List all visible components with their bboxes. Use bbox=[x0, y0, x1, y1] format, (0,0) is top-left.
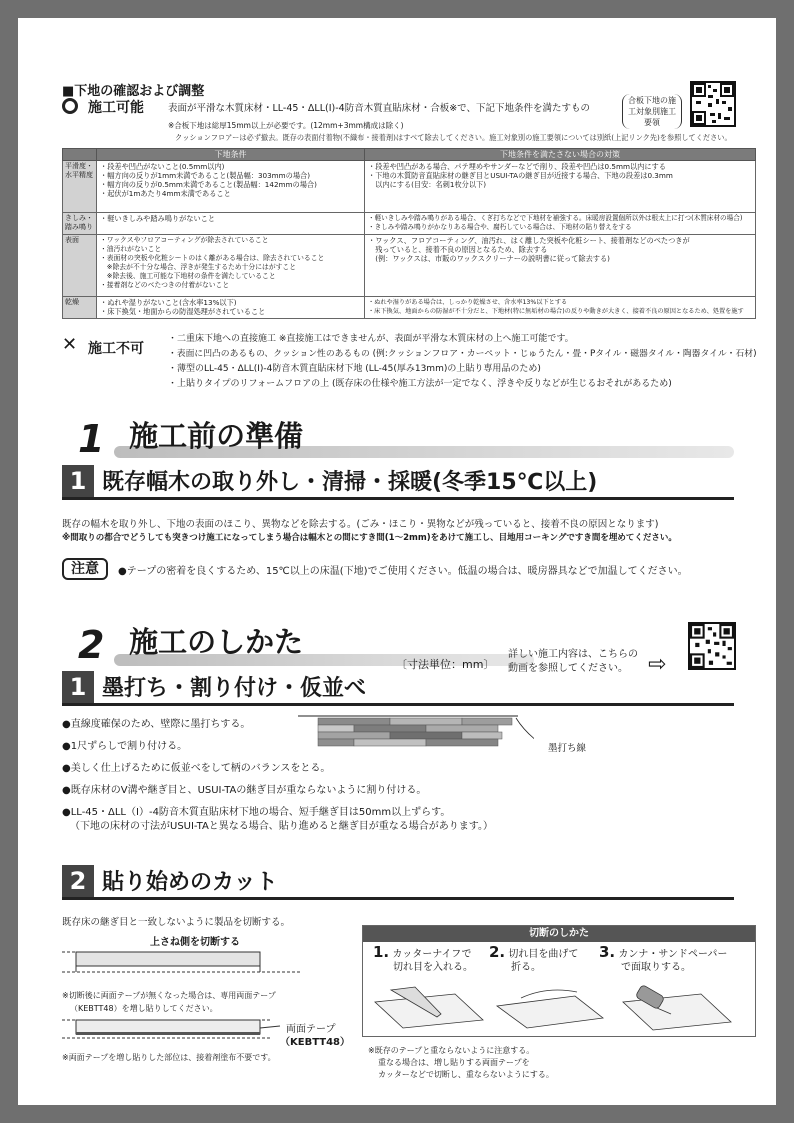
plank-tape-illustration bbox=[62, 1016, 282, 1044]
bullet-item: ●美しく仕上げるために仮並べをして柄のバランスをとる。 bbox=[62, 763, 331, 774]
step-number: 3. bbox=[599, 943, 616, 961]
ng-item: ・上貼りタイプのリフォームフロアの上 (既存床の仕様や施工方法が一定でなく、浮きや反りなどが生じるおそれがあるため) bbox=[168, 379, 672, 389]
table-row bbox=[63, 297, 756, 319]
table-row bbox=[63, 161, 756, 213]
row-label: きしみ・踏み鳴り bbox=[63, 213, 97, 235]
ng-item: ・二重床下地への直接施工 ※直接施工はできませんが、表面が平滑な木質床材の上へ施工可能です。 bbox=[168, 334, 574, 344]
section-number: 2 bbox=[78, 623, 105, 667]
qr-code-icon[interactable] bbox=[690, 81, 736, 127]
bullet-item: ●既存床材のV溝や継ぎ目と、USUI-TAの継ぎ目が重ならないように割り付ける。 bbox=[62, 785, 427, 796]
overlap-note: カッターなどで切断し、重ならないようにする。 bbox=[378, 1070, 554, 1079]
step-text: カッターナイフで bbox=[392, 949, 472, 960]
unit-label: 〔寸法単位：mm〕 bbox=[396, 658, 495, 671]
row-label: 表面 bbox=[63, 235, 97, 297]
cushion-floor-note: クッションフロアーは必ず撤去。既存の表面付着物(不織布・接着剤)はすべて除去してください。施工対象別の施工要領については別紙(上記リンク先)を参照してください。 bbox=[175, 133, 732, 142]
cut-method-box bbox=[362, 925, 756, 1037]
cut-side-label: 上さね側を切断する bbox=[150, 937, 240, 948]
ok-label: 施工可能 bbox=[88, 100, 144, 116]
step-1 bbox=[373, 943, 473, 974]
section-title: 施工のしかた bbox=[129, 625, 304, 659]
step-text: カンナ・サンドペーパー bbox=[618, 949, 728, 960]
row-measure: ・軽いきしみや踏み鳴りがある場合、くぎ打ちなどで下地材を補強する。床暖房設置個所以外は根太上に打つ(木質床材の場合) ・きしみや踏み鳴りがかなりある場合や、腐朽している場合は、下地材の貼り替えをする bbox=[365, 213, 756, 235]
table-header-blank bbox=[63, 149, 97, 161]
cut-text: 既存床の継ぎ目と一致しないように製品を切断する。 bbox=[62, 917, 291, 928]
video-text-line: 動画を参照してください。 bbox=[508, 663, 628, 674]
row-condition: ・ぬれや湿りがないこと(含水率13%以下) ・床下換気・地面からの防湿処理がされていること bbox=[97, 297, 365, 319]
tape-note: ※切断後に両面テープが無くなった場合は、専用両面テープ bbox=[62, 991, 276, 1000]
step-3 bbox=[599, 943, 728, 974]
plywood-note: ※合板下地は総厚15mm以上が必要です。(12mm+3mm構成は除く) bbox=[168, 121, 404, 130]
section-number: 1 bbox=[78, 417, 105, 461]
step-text: 切れ目を入れる。 bbox=[393, 962, 473, 973]
subsection-heading bbox=[62, 670, 734, 706]
table-header-measures: 下地条件を満たさない場合の対策 bbox=[365, 149, 756, 161]
row-measure: ・ワックス、フロアコーティング、油汚れ、はく離した突板や化粧シート、接着剤などのべたつきが 残っていると、接着不良の原因となるため、除去する (例：ワックスは、市販のワックスクリーナーの説明書に従って除去する) bbox=[365, 235, 756, 297]
tape-note: （KEBTT48）を増し貼りしてください。 bbox=[70, 1004, 218, 1013]
row-condition: ・ワックスやフロアコーティングが除去されていること ・油汚れがないこと ・表面材の突板や化粧シートのはく離がある場合は、除去されていること ※除去が不十分な場合、浮きが発生するため十分にはがすこと ※除去後、施工可能な下地材の条件を満たしていること ・接着剤などのべたつきの付着がないこと bbox=[97, 235, 365, 297]
ng-item: ・薄型のLL-45・ΔLL(Ⅰ)-4防音木質直貼床材下地 (LL-45(厚み13mm)の上貼り専用品のため) bbox=[168, 364, 541, 374]
subsection-number: 1 bbox=[62, 465, 94, 497]
row-label: 平滑度・水平精度 bbox=[63, 161, 97, 213]
ng-item: ・表面に凹凸のあるもの、クッション性のあるもの (例:クッションフロア・カーペット・じゅうたん・畳・Pタイル・磁器タイル・陶器タイル・石材) bbox=[168, 349, 757, 359]
video-text-line: 詳しい施工内容は、こちらの bbox=[508, 649, 638, 660]
row-measure: ・段差や凹凸がある場合、パテ埋めやサンダーなどで削り、段差や凹凸は0.5mm以内にする ・下地の木質防音直貼床材の継ぎ目とUSUI-TAの継ぎ目が近接する場合、下地の段差は0.3mm 以内にする(目安：名刺1枚分以下) bbox=[365, 161, 756, 213]
tape-label: 両面テープ bbox=[286, 1024, 336, 1035]
cross-icon: ✕ bbox=[62, 334, 78, 355]
tape-note: ※両面テープを増し貼りした部位は、接着剤塗布不要です。 bbox=[62, 1053, 276, 1062]
subsection-heading bbox=[62, 464, 734, 500]
step-text: 切れ目を曲げて bbox=[508, 949, 579, 960]
floor-layout-illustration bbox=[294, 704, 534, 760]
bullet-item: ●LL-45・ΔLL（Ⅰ）-4防音木質直貼床材下地の場合、短手継ぎ目は50mm以上ずらす。 bbox=[62, 807, 451, 818]
plank-cut-illustration bbox=[62, 944, 312, 978]
arrow-right-icon: ⇨ bbox=[648, 652, 667, 677]
tape-label-code: （KEBTT48） bbox=[280, 1037, 350, 1048]
qr-code-icon[interactable] bbox=[688, 622, 736, 670]
row-condition: ・軽いきしみや踏み鳴りがないこと bbox=[97, 213, 365, 235]
bullet-item: （下地の床材の寸法がUSUI-TAと異なる場合、貼り進めると継ぎ目が重なる場合があります。） bbox=[70, 821, 493, 832]
table-header-conditions: 下地条件 bbox=[97, 149, 365, 161]
section-2-heading bbox=[78, 620, 303, 667]
step-text: 折る。 bbox=[511, 962, 541, 973]
bold-note: ※間取りの都合でどうしても突きつけ施工になってしまう場合は幅木との間にすき間(1〜2mm)をあけて施工し、目地用コーキングですき間を埋めてください。 bbox=[62, 533, 677, 543]
subsection-title: 墨打ち・割り付け・仮並べ bbox=[102, 676, 367, 701]
subsection-title: 既存幅木の取り外し・清掃・採暖(冬季15℃以上) bbox=[102, 470, 598, 495]
step-text: で面取りする。 bbox=[621, 962, 691, 973]
subsection-title: 貼り始めのカット bbox=[102, 870, 278, 895]
bullet-item: ●1尺ずらしで割り付ける。 bbox=[62, 741, 188, 752]
step-number: 2. bbox=[489, 943, 506, 961]
circle-ok-icon bbox=[62, 98, 78, 114]
overlap-note: 重なる場合は、増し貼りする両面テープを bbox=[378, 1058, 530, 1067]
section-heading-confirm: ■下地の確認および調整 bbox=[62, 84, 205, 99]
table-row bbox=[63, 213, 756, 235]
page bbox=[18, 18, 776, 1105]
row-condition: ・段差や凹凸がないこと(0.5mm以内) ・幅方向の反りが1mm未満であること(製品幅：303mmの場合) ・幅方向の反りが0.5mm未満であること(製品幅：142mmの場合) ・起伏が1mあたり4mm未満であること bbox=[97, 161, 365, 213]
body-text: 既存の幅木を取り外し、下地の表面のほこり、異物などを除去する。(ごみ・ほこり・異物などが残っていると、接着不良の原因となります) bbox=[62, 519, 659, 530]
section-1-heading bbox=[78, 414, 303, 461]
step-number: 1. bbox=[373, 943, 390, 961]
ng-label: 施工不可 bbox=[88, 341, 144, 357]
caution-text: ●テープの密着を良くするため、15℃以上の床温(下地)でご使用ください。低温の場合は、暖房器具などで加温してください。 bbox=[118, 566, 688, 577]
ok-description: 表面が平滑な木質床材・LL-45・ΔLL(Ⅰ)-4防音木質直貼床材・合板※で、下記下地条件を満たすもの bbox=[168, 103, 590, 114]
bracket-note: 合板下地の施工対象別施工要領 bbox=[622, 94, 682, 129]
subsection-heading bbox=[62, 864, 734, 900]
row-measure: ・ぬれや湿りがある場合は、しっかり乾燥させ、含水率13%以下とする ・床下換気、地面からの防湿が不十分だと、下地材(特に無垢材の場合)の反りや動きが大きく、接着不良の原因となるため、処置を施す bbox=[365, 297, 756, 319]
cut-method-title: 切断のしかた bbox=[363, 926, 755, 942]
section-title: 施工前の準備 bbox=[129, 419, 304, 453]
bullet-item: ●直線度確保のため、壁際に墨打ちする。 bbox=[62, 719, 251, 730]
row-label: 乾燥 bbox=[63, 297, 97, 319]
table-row bbox=[63, 235, 756, 297]
overlap-note: ※既存のテープと重ならないように注意する。 bbox=[368, 1046, 535, 1055]
subsection-number: 1 bbox=[62, 671, 94, 703]
table-header-row bbox=[63, 149, 756, 161]
chalk-line-label: 墨打ち線 bbox=[548, 743, 587, 754]
step-2 bbox=[489, 943, 579, 974]
cutting-steps-illustration bbox=[371, 984, 751, 1034]
caution-badge: 注意 bbox=[62, 558, 108, 580]
conditions-table bbox=[62, 148, 756, 319]
subsection-number: 2 bbox=[62, 865, 94, 897]
